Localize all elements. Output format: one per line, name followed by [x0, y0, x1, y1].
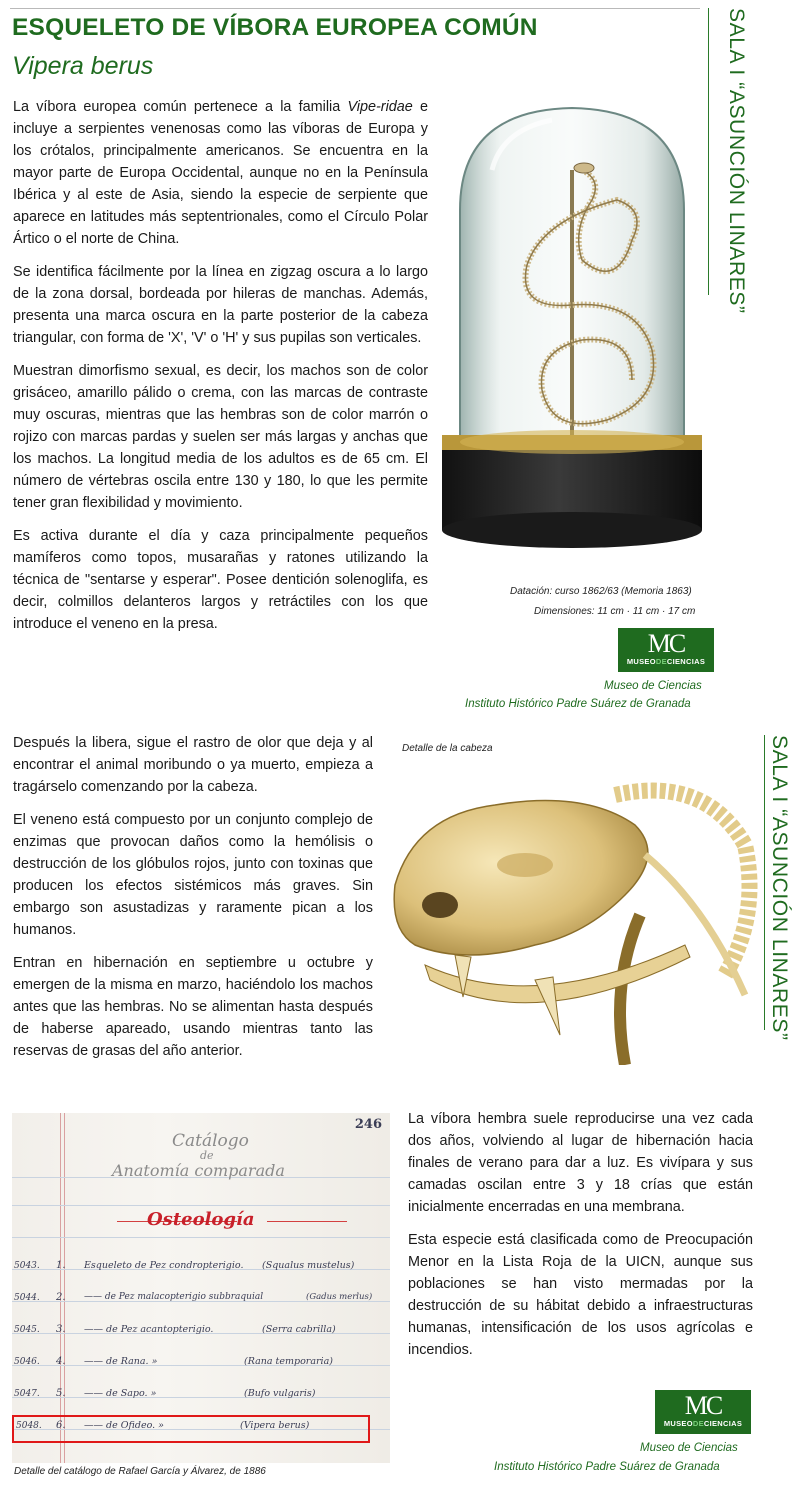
middle-paragraph-3: Entran en hibernación en septiembre u octubre y emergen de la misma en marzo, haciéndolo los machos antes que las hembras. No se alimentan hasta después de haberse apareado, usando mientras tanto las reservas de grasas del año anterior.: [13, 955, 373, 1059]
credit-line-2-bottom: Instituto Histórico Padre Suárez de Granada: [494, 1461, 720, 1473]
skull-photo: [385, 735, 760, 1065]
intro-paragraph-1: La víbora europea común pertenece a la familia Vipe-ridae e incluye a serpientes venenosas como las víboras de Europa y los crótalos, principalmente americanos. Se encuentra en la mayor parte de Europa Occidental, aunque no en la Península Ibérica y al este de Asia, siendo la especie de serpiente que aparece en latitudes más septentrionales, como el Círculo Polar Ártico o el norte de China.: [13, 99, 428, 247]
intro-paragraph-2: Se identifica fácilmente por la línea en zigzag oscura a lo largo de la zona dorsal, bordeada por hileras de manchas. Además, presenta una marca oscura en la parte posterior de la cabeza triangular, con forma de 'X', 'V' o 'H' y sus pupilas son verticales.: [13, 264, 428, 346]
catalog-row: 5045. 3. —— de Pez acantopterigio. (Serra cabrilla): [14, 1324, 336, 1335]
intro-paragraph-4: Es activa durante el día y caza principalmente pequeños mamíferos como topos, musarañas y ratones utilizando la técnica de "sentarse y esperar". Posee dentición solenoglifa, es decir, colmillos delanteros largos y retráctiles con los que introduce el veneno en la presa.: [13, 528, 428, 632]
middle-paragraph-1: Después la libera, sigue el rastro de olor que deja y al encontrar el animal moribundo o ya muerto, empieza a tragárselo comenzando por la cabeza.: [13, 735, 373, 795]
credit-line-1-bottom: Museo de Ciencias: [640, 1442, 738, 1454]
page-title: ESQUELETO DE VÍBORA EUROPEA COMÚN: [12, 14, 538, 41]
highlight-box: [12, 1415, 370, 1443]
bottom-paragraph-2: Esta especie está clasificada como de Preocupación Menor en la Lista Roja de la UICN, aunque sus poblaciones se han visto mermadas por la destrucción de su hábitat debido a infraestructuras humanas, intensificación de los usos agrícolas e incendios.: [408, 1232, 753, 1358]
catalog-heading-3: Anatomía comparada: [112, 1161, 285, 1180]
bottom-paragraph-1: La víbora hembra suele reproducirse una vez cada dos años, volviendo al lugar de hibernación hacia finales de verano para dar a luz. Es vivípara y sus camadas oscilan entre 3 y 18 crías que están inicialmente encerradas en una membrana.: [408, 1111, 753, 1215]
intro-paragraph-3: Muestran dimorfismo sexual, es decir, los machos son de color grisáceo, amarillo pálido o crema, con las marcas de contraste muy oscuras, mientras que las hembras son de color marrón o rojizo con marcas pardas y suelen ser más largas y anchas que los machos. La longitud media de los adultos es de 65 cm. El número de vértebras oscila entre 130 y 180, lo que les permite tener gran flexibilidad y movimiento.: [13, 363, 428, 511]
specimen-photo: [432, 90, 710, 580]
catalog-row: 5043. 1. Esqueleto de Pez condropterigio. (Squalus mustelus): [14, 1260, 355, 1271]
catalog-row: 5046. 4. —— de Rana. » (Rana temporaria): [14, 1356, 333, 1367]
middle-text: [13, 732, 373, 1073]
catalog-row: 5047. 5. —— de Sapo. » (Bufo vulgaris): [14, 1388, 316, 1399]
logo-mark-bottom: MC: [684, 1391, 722, 1420]
header-rule: [10, 8, 700, 9]
credit-line-2: Instituto Histórico Padre Suárez de Granada: [465, 698, 691, 710]
catalog-row-highlighted: 5048. 6. —— de Ofideo. » (Vipera berus): [14, 1413, 384, 1445]
side-rule-middle: [764, 735, 765, 1030]
museum-logo-bottom: [655, 1390, 751, 1434]
section-underline-right: [267, 1221, 347, 1222]
side-label-middle: SALA I “ASUNCIÓN LINARES”: [768, 735, 791, 1041]
catalog-heading-2: de: [200, 1149, 214, 1162]
museum-logo: [618, 628, 714, 672]
logo-name: MUSEODECIENCIAS: [626, 657, 706, 666]
catalog-caption: Detalle del catálogo de Rafael García y Álvarez, de 1886: [14, 1466, 266, 1477]
dating-caption: Datación: curso 1862/63 (Memoria 1863): [510, 586, 692, 597]
middle-paragraph-2: El veneno está compuesto por un conjunto complejo de enzimas que provocan daños como la hemólisis o destrucción de los glóbulos rojos, junto con toxinas que producen los efectos sistémicos más graves. Sin embargo son asustadizas y raramente pican a los humanos.: [13, 812, 373, 938]
catalog-page-number: 246: [354, 1117, 382, 1132]
catalog-photo: [12, 1113, 390, 1463]
head-caption: Detalle de la cabeza: [402, 743, 493, 754]
dimensions-caption: Dimensiones: 11 cm · 11 cm · 17 cm: [534, 606, 696, 617]
bell-jar-illustration: [432, 90, 710, 580]
credit-line-1: Museo de Ciencias: [604, 680, 702, 692]
catalog-heading-1: Catálogo: [172, 1131, 249, 1151]
intro-text: [13, 96, 428, 646]
skull-illustration: [385, 735, 760, 1065]
logo-name-bottom: MUSEODECIENCIAS: [663, 1419, 743, 1428]
catalog-section-title: Osteología: [147, 1209, 255, 1230]
side-label-top: SALA I “ASUNCIÓN LINARES”: [725, 8, 748, 314]
catalog-row: 5044. 2. —— de Pez malacopterigio subbraquial (Gadus merlus): [14, 1292, 373, 1303]
catalog-rows: [14, 1253, 384, 1445]
bottom-text: [408, 1108, 753, 1372]
species-name: Vipera berus: [12, 52, 154, 80]
logo-mark: MC: [647, 629, 685, 658]
